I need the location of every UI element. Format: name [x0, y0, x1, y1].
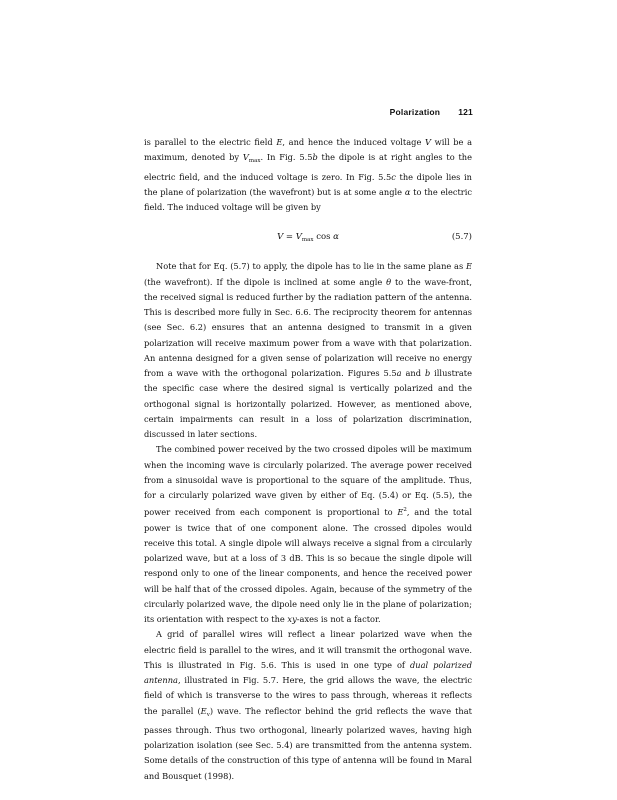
section-title: Polarization — [389, 107, 441, 117]
paragraph-1: is parallel to the electric field E, and hence the induced voltage V will be a maximum, denoted by $V_{max}$. In Fig. 5.5b the dipole is at right angles to the electric field, and the induced voltage is zero. In Fig. 5.5c the dipole lies in the plane of polarization (the wavefront) but is at some angle α to the electric field. The induced voltage will be given by — [144, 137, 473, 212]
paragraph-4: A grid of parallel wires will reflect a linear polarized wave when the electric field is parallel to the wires, and it will transmit the orthogonal wave. This is illustrated in Fig. 5.6. This is used in one type of dual polarized antenna, illustrated in Fig. 5.7. Here, the grid allows the wave, the electric field of which is transverse to the wires to pass through, whereas it reflects the parallel $(E_v)$ wave. The reflector behind the grid reflects the wave that passes through. Thus two orthogonal, linearly polarized waves, having high polarization isolation (see Sec. 5.4) are transmitted from the antenna system. Some details of the construction of this type of antenna will be found in Maral and Bousquet (1998). — [144, 629, 473, 781]
paragraph-3: The combined power received by the two crossed dipoles will be maximum when the incoming wave is circularly polarized. The average power received from a sinusoidal wave is proportional to the square of the amplitude. Thus, for a circularly polarized wave given by either of Eq. (5.4) or Eq. (5.5), the power received from each component is proportional to $E^2$, and the total power is twice that of one component alone. The crossed dipoles would receive this total. A single dipole will always receive a signal from a circularly polarized wave, but at a loss of 3 dB. This is so becaue the single dipole will respond only to one of the linear components, and hence the received power will be half that of the crossed dipoles. Again, because of the symmetry of the circularly polarized wave, the dipole need only lie in the plane of polarization; its orientation with respect to the xy-axes is not a factor. — [144, 444, 472, 624]
equation-5-7 — [144, 215, 472, 259]
equation-body: $V = V_{max}$ cos α — [277, 232, 339, 244]
page-number: 121 — [458, 107, 473, 117]
equation-number: (5.7) — [451, 232, 472, 243]
paragraph-2: Note that for Eq. (5.7) to apply, the dipole has to lie in the same plane as E (the wavefront). If the dipole is inclined at some angle θ to the wave-front, the received signal is reduced further by the radiation pattern of the antenna. This is described more fully in Sec. 6.6. The reciprocity theorem for antennas (see Sec. 6.2) ensures that an antenna designed to transmit in a given polarization will receive maximum power from a wave with that polarization. An antenna designed for a given sense of polarization will receive no energy from a wave with the orthogonal polarization. Figures 5.5a and b illustrate the specific case where the desired signal is vertically polarized and the orthogonal signal is horizontally polarized. However, as mentioned above, certain impairments can result in a loss of polarization discrimination, discussed in later sections. — [144, 261, 472, 439]
running-header — [390, 107, 473, 117]
body-text — [144, 135, 472, 784]
